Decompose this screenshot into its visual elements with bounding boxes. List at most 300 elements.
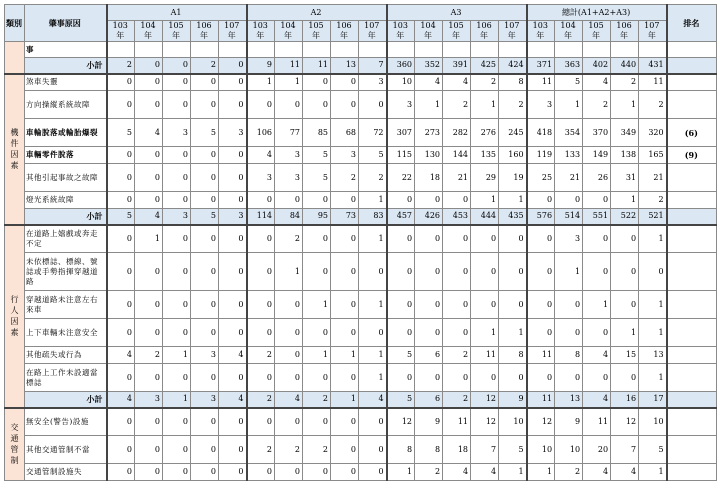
- value-cell: 453: [443, 209, 471, 225]
- year-header: 104 年: [135, 21, 163, 42]
- value-cell: 354: [555, 119, 583, 147]
- value-cell: 1: [387, 464, 415, 481]
- value-cell: 0: [247, 253, 275, 291]
- value-cell: 4: [107, 392, 135, 408]
- value-cell: 0: [331, 464, 359, 481]
- value-cell: 0: [107, 319, 135, 347]
- value-cell: 0: [247, 464, 275, 481]
- value-cell: [359, 42, 387, 58]
- rank-cell: [667, 464, 717, 481]
- value-cell: 0: [135, 291, 163, 319]
- value-cell: 0: [107, 291, 135, 319]
- value-cell: 0: [527, 192, 555, 209]
- value-cell: 2: [639, 192, 667, 209]
- value-cell: [275, 42, 303, 58]
- value-cell: 3: [555, 225, 583, 253]
- table-row: [5, 253, 717, 291]
- value-cell: 440: [611, 58, 639, 74]
- value-cell: 0: [219, 58, 247, 74]
- value-cell: 0: [499, 364, 527, 392]
- table-row: [5, 408, 717, 436]
- value-cell: 1: [471, 91, 499, 119]
- value-cell: 12: [471, 408, 499, 436]
- rank-cell: [667, 225, 717, 253]
- value-cell: 426: [415, 209, 443, 225]
- value-cell: 16: [611, 392, 639, 408]
- value-cell: 418: [527, 119, 555, 147]
- value-cell: [387, 42, 415, 58]
- value-cell: 0: [219, 91, 247, 119]
- value-cell: 5: [191, 119, 219, 147]
- value-cell: 0: [191, 364, 219, 392]
- value-cell: 2: [415, 464, 443, 481]
- value-cell: 2: [471, 74, 499, 91]
- value-cell: 5: [555, 74, 583, 91]
- value-cell: 0: [471, 364, 499, 392]
- value-cell: 149: [583, 147, 611, 164]
- value-cell: 12: [471, 392, 499, 408]
- rank-cell: [667, 209, 717, 225]
- cause-header: 肇事原因: [25, 5, 107, 42]
- value-cell: 0: [387, 192, 415, 209]
- value-cell: 13: [639, 347, 667, 364]
- value-cell: 0: [415, 319, 443, 347]
- subtotal-label: 小計: [25, 58, 107, 74]
- rank-header: 排名: [667, 5, 717, 42]
- value-cell: 431: [639, 58, 667, 74]
- value-cell: 1: [555, 253, 583, 291]
- value-cell: 0: [303, 319, 331, 347]
- value-cell: [191, 42, 219, 58]
- value-cell: 0: [163, 436, 191, 464]
- value-cell: 5: [499, 436, 527, 464]
- value-cell: 0: [135, 58, 163, 74]
- value-cell: 0: [247, 225, 275, 253]
- value-cell: 10: [555, 436, 583, 464]
- value-cell: 0: [387, 253, 415, 291]
- value-cell: 0: [331, 225, 359, 253]
- value-cell: 4: [219, 392, 247, 408]
- value-cell: 0: [247, 364, 275, 392]
- value-cell: 12: [387, 408, 415, 436]
- table-row: [5, 347, 717, 364]
- value-cell: 576: [527, 209, 555, 225]
- value-cell: 0: [135, 464, 163, 481]
- value-cell: 0: [555, 319, 583, 347]
- value-cell: 13: [555, 392, 583, 408]
- cause-label: 方向操縱系統故障: [25, 91, 107, 119]
- value-cell: 1: [639, 319, 667, 347]
- value-cell: 0: [415, 192, 443, 209]
- value-cell: 320: [639, 119, 667, 147]
- value-cell: 0: [359, 319, 387, 347]
- value-cell: 0: [443, 319, 471, 347]
- value-cell: 6: [415, 392, 443, 408]
- value-cell: 4: [583, 74, 611, 91]
- value-cell: 521: [639, 209, 667, 225]
- year-header: 104 年: [555, 21, 583, 42]
- value-cell: 119: [527, 147, 555, 164]
- cause-label: 上下車輛未注意安全: [25, 319, 107, 347]
- value-cell: 3: [387, 91, 415, 119]
- value-cell: 0: [303, 253, 331, 291]
- value-cell: 7: [359, 58, 387, 74]
- cause-label: 車輪脫落或輪胎爆裂: [25, 119, 107, 147]
- value-cell: 435: [499, 209, 527, 225]
- value-cell: 11: [639, 74, 667, 91]
- value-cell: 0: [135, 408, 163, 436]
- cause-label: 其他引起事故之故障: [25, 164, 107, 192]
- value-cell: 0: [359, 91, 387, 119]
- value-cell: 0: [191, 319, 219, 347]
- value-cell: 0: [331, 436, 359, 464]
- value-cell: 1: [359, 192, 387, 209]
- value-cell: 2: [303, 436, 331, 464]
- value-cell: 19: [499, 164, 527, 192]
- value-cell: 0: [163, 364, 191, 392]
- value-cell: 0: [247, 319, 275, 347]
- year-header: 103 年: [107, 21, 135, 42]
- value-cell: 0: [331, 291, 359, 319]
- value-cell: 4: [583, 464, 611, 481]
- value-cell: 444: [471, 209, 499, 225]
- value-cell: 0: [443, 225, 471, 253]
- value-cell: 0: [275, 347, 303, 364]
- value-cell: 10: [639, 408, 667, 436]
- value-cell: 276: [471, 119, 499, 147]
- year-header: 105 年: [163, 21, 191, 42]
- value-cell: 21: [555, 164, 583, 192]
- value-cell: 0: [275, 364, 303, 392]
- rank-cell: [667, 164, 717, 192]
- category-cell: [5, 74, 25, 225]
- subtotal-label: 小計: [25, 392, 107, 408]
- value-cell: 17: [639, 392, 667, 408]
- value-cell: 0: [135, 91, 163, 119]
- value-cell: 0: [331, 91, 359, 119]
- value-cell: 391: [443, 58, 471, 74]
- value-cell: 0: [219, 291, 247, 319]
- value-cell: 11: [275, 58, 303, 74]
- value-cell: 9: [247, 58, 275, 74]
- value-cell: 0: [275, 408, 303, 436]
- category-cell: [5, 225, 25, 408]
- value-cell: 1: [359, 291, 387, 319]
- value-cell: 1: [499, 319, 527, 347]
- value-cell: 0: [163, 58, 191, 74]
- year-header: 106 年: [331, 21, 359, 42]
- value-cell: 0: [555, 291, 583, 319]
- value-cell: 371: [527, 58, 555, 74]
- value-cell: 2: [191, 58, 219, 74]
- value-cell: 1: [471, 192, 499, 209]
- value-cell: 349: [611, 119, 639, 147]
- value-cell: 165: [639, 147, 667, 164]
- group-header-a2: A2: [247, 5, 387, 21]
- cause-label: 交通管制設施失: [25, 464, 107, 481]
- value-cell: 12: [611, 408, 639, 436]
- value-cell: 0: [583, 192, 611, 209]
- year-header: 104 年: [275, 21, 303, 42]
- value-cell: 0: [275, 291, 303, 319]
- value-cell: 0: [163, 464, 191, 481]
- rank-cell: [667, 42, 717, 58]
- value-cell: 0: [415, 225, 443, 253]
- value-cell: 0: [611, 291, 639, 319]
- table-row: [5, 74, 717, 91]
- value-cell: 0: [163, 164, 191, 192]
- value-cell: 3: [163, 119, 191, 147]
- year-header: 107 年: [219, 21, 247, 42]
- year-header: 103 年: [247, 21, 275, 42]
- cause-label: 在道路上嬉戲或奔走不定: [25, 225, 107, 253]
- cause-label: 車輛零件脫落: [25, 147, 107, 164]
- value-cell: 1: [275, 253, 303, 291]
- value-cell: 2: [107, 58, 135, 74]
- rank-cell: [667, 364, 717, 392]
- value-cell: [331, 42, 359, 58]
- value-cell: 0: [331, 408, 359, 436]
- value-cell: 0: [219, 364, 247, 392]
- value-cell: 0: [191, 147, 219, 164]
- value-cell: 1: [611, 91, 639, 119]
- value-cell: 11: [443, 408, 471, 436]
- value-cell: 3: [275, 164, 303, 192]
- value-cell: 0: [107, 253, 135, 291]
- value-cell: [527, 42, 555, 58]
- value-cell: 0: [219, 436, 247, 464]
- value-cell: 85: [303, 119, 331, 147]
- value-cell: 5: [191, 209, 219, 225]
- category-cell: [5, 42, 25, 74]
- value-cell: 0: [303, 74, 331, 91]
- value-cell: 0: [303, 192, 331, 209]
- table-row: [5, 164, 717, 192]
- year-header: 106 年: [611, 21, 639, 42]
- value-cell: 0: [191, 74, 219, 91]
- value-cell: 514: [555, 209, 583, 225]
- value-cell: 160: [499, 147, 527, 164]
- value-cell: 522: [611, 209, 639, 225]
- value-cell: 77: [275, 119, 303, 147]
- value-cell: 8: [387, 436, 415, 464]
- value-cell: 1: [331, 392, 359, 408]
- value-cell: 1: [359, 225, 387, 253]
- value-cell: 2: [275, 225, 303, 253]
- value-cell: 0: [555, 192, 583, 209]
- value-cell: 11: [583, 408, 611, 436]
- value-cell: 3: [331, 147, 359, 164]
- value-cell: 73: [331, 209, 359, 225]
- table-row: [5, 91, 717, 119]
- rank-cell: [667, 392, 717, 408]
- value-cell: 0: [219, 147, 247, 164]
- value-cell: 1: [639, 464, 667, 481]
- category-label: 行人因素: [10, 295, 19, 337]
- value-cell: 0: [135, 253, 163, 291]
- value-cell: 0: [219, 164, 247, 192]
- year-header: 107 年: [359, 21, 387, 42]
- group-header-total: 總計(A1+A2+A3): [527, 5, 667, 21]
- value-cell: 0: [107, 192, 135, 209]
- value-cell: 0: [583, 253, 611, 291]
- value-cell: 0: [191, 436, 219, 464]
- subtotal-row: [5, 209, 717, 225]
- value-cell: 1: [247, 74, 275, 91]
- value-cell: 12: [527, 408, 555, 436]
- value-cell: 31: [611, 164, 639, 192]
- table-row: [5, 319, 717, 347]
- value-cell: [107, 42, 135, 58]
- value-cell: 0: [527, 225, 555, 253]
- value-cell: [499, 42, 527, 58]
- value-cell: 0: [303, 464, 331, 481]
- value-cell: [303, 42, 331, 58]
- value-cell: 0: [555, 364, 583, 392]
- value-cell: 0: [163, 91, 191, 119]
- value-cell: 307: [387, 119, 415, 147]
- value-cell: 11: [527, 74, 555, 91]
- value-cell: 4: [583, 347, 611, 364]
- cause-label: 無安全(警告)設施: [25, 408, 107, 436]
- value-cell: 4: [443, 74, 471, 91]
- accident-cause-table-sheet: [4, 4, 716, 481]
- table-row: [5, 364, 717, 392]
- value-cell: 1: [583, 291, 611, 319]
- value-cell: [555, 42, 583, 58]
- value-cell: 1: [639, 364, 667, 392]
- value-cell: 1: [499, 464, 527, 481]
- value-cell: 0: [471, 225, 499, 253]
- value-cell: 1: [499, 192, 527, 209]
- value-cell: 0: [331, 319, 359, 347]
- value-cell: 25: [527, 164, 555, 192]
- value-cell: 0: [219, 464, 247, 481]
- value-cell: 1: [611, 319, 639, 347]
- value-cell: 1: [135, 225, 163, 253]
- value-cell: 0: [191, 164, 219, 192]
- value-cell: 0: [443, 192, 471, 209]
- value-cell: 3: [359, 74, 387, 91]
- value-cell: 0: [163, 74, 191, 91]
- table-row: [5, 119, 717, 147]
- value-cell: 20: [583, 436, 611, 464]
- value-cell: 424: [499, 58, 527, 74]
- rank-cell: [667, 436, 717, 464]
- value-cell: 0: [191, 291, 219, 319]
- value-cell: 0: [135, 147, 163, 164]
- table-row: [5, 42, 717, 58]
- value-cell: 0: [275, 319, 303, 347]
- value-cell: 245: [499, 119, 527, 147]
- category-cell: [5, 408, 25, 481]
- value-cell: 0: [331, 192, 359, 209]
- value-cell: 0: [219, 253, 247, 291]
- value-cell: 8: [499, 74, 527, 91]
- value-cell: 2: [359, 164, 387, 192]
- rank-cell: [667, 347, 717, 364]
- value-cell: [639, 42, 667, 58]
- table-header: [5, 5, 717, 42]
- value-cell: 0: [191, 225, 219, 253]
- value-cell: 0: [387, 225, 415, 253]
- value-cell: 0: [359, 436, 387, 464]
- cause-label: 煞車失靈: [25, 74, 107, 91]
- value-cell: 138: [611, 147, 639, 164]
- value-cell: 402: [583, 58, 611, 74]
- value-cell: 11: [471, 347, 499, 364]
- value-cell: 0: [359, 408, 387, 436]
- value-cell: 5: [387, 392, 415, 408]
- value-cell: 0: [107, 225, 135, 253]
- value-cell: 0: [107, 436, 135, 464]
- cause-label: 燈光系統故障: [25, 192, 107, 209]
- cause-label: 在路上工作未設適當標誌: [25, 364, 107, 392]
- value-cell: 1: [359, 364, 387, 392]
- value-cell: 0: [191, 91, 219, 119]
- accident-cause-table: [4, 4, 717, 481]
- value-cell: 3: [527, 91, 555, 119]
- value-cell: 2: [639, 91, 667, 119]
- value-cell: 0: [611, 253, 639, 291]
- value-cell: 4: [611, 464, 639, 481]
- value-cell: 370: [583, 119, 611, 147]
- value-cell: 0: [583, 319, 611, 347]
- value-cell: 26: [583, 164, 611, 192]
- value-cell: 0: [639, 253, 667, 291]
- category-label: 交通管制: [10, 423, 19, 466]
- table-row: [5, 192, 717, 209]
- value-cell: 0: [471, 291, 499, 319]
- value-cell: 0: [191, 192, 219, 209]
- value-cell: 0: [219, 225, 247, 253]
- value-cell: 115: [387, 147, 415, 164]
- value-cell: 0: [219, 192, 247, 209]
- value-cell: 0: [583, 364, 611, 392]
- value-cell: 2: [443, 91, 471, 119]
- value-cell: 4: [359, 392, 387, 408]
- subtotal-row: [5, 392, 717, 408]
- year-header: 106 年: [471, 21, 499, 42]
- value-cell: 2: [499, 91, 527, 119]
- rank-cell: [667, 408, 717, 436]
- value-cell: 2: [247, 436, 275, 464]
- year-header: 104 年: [415, 21, 443, 42]
- value-cell: 114: [247, 209, 275, 225]
- value-cell: 1: [331, 347, 359, 364]
- value-cell: 4: [583, 392, 611, 408]
- value-cell: [163, 42, 191, 58]
- cause-label: 事: [25, 42, 107, 58]
- value-cell: 1: [415, 91, 443, 119]
- value-cell: 21: [443, 164, 471, 192]
- value-cell: [611, 42, 639, 58]
- value-cell: 0: [303, 408, 331, 436]
- year-header: 107 年: [639, 21, 667, 42]
- value-cell: 0: [135, 319, 163, 347]
- value-cell: 2: [331, 164, 359, 192]
- value-cell: 10: [527, 436, 555, 464]
- value-cell: 0: [331, 253, 359, 291]
- value-cell: 8: [555, 347, 583, 364]
- value-cell: 0: [527, 364, 555, 392]
- value-cell: 0: [415, 364, 443, 392]
- value-cell: 1: [163, 392, 191, 408]
- value-cell: 273: [415, 119, 443, 147]
- rank-cell: [667, 74, 717, 91]
- value-cell: 5: [107, 209, 135, 225]
- rank-cell: (6): [667, 119, 717, 147]
